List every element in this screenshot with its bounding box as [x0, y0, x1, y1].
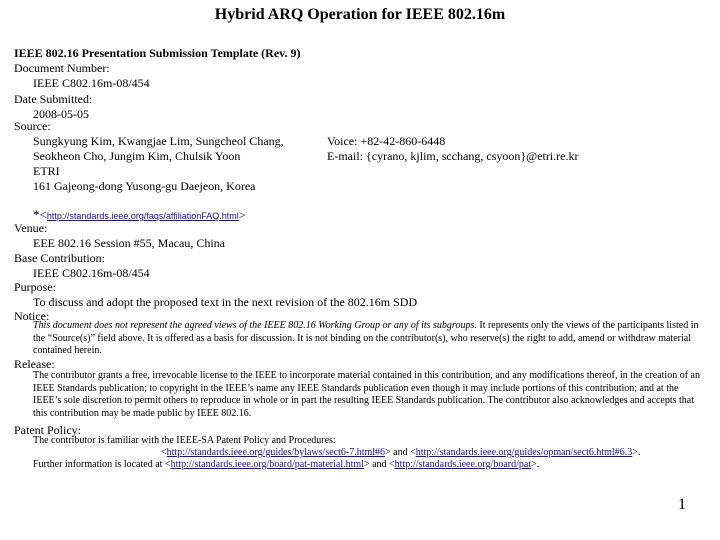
source-label: Source: [14, 119, 51, 133]
patent-label: Patent Policy: [14, 423, 81, 437]
release-label: Release: [14, 357, 55, 371]
date-label: Date Submitted: [14, 92, 93, 106]
patent-and-2: > and < [363, 459, 395, 470]
patent-links-line: <http://standards.ieee.org/guides/bylaws/sect6-7.html#6> and <http://standards.ieee.org/guides/opman/sect6.html#6.3>. [161, 447, 641, 458]
purpose-label: Purpose: [14, 280, 56, 294]
source-line: Sungkyung Kim, Kwangjae Lim, Sungcheol Chang, [33, 134, 284, 148]
patent-board-link[interactable]: http://standards.ieee.org/board/pat [394, 459, 532, 470]
source-line: 161 Gajeong-dong Yusong-gu Daejeon, Korea [33, 179, 256, 193]
affiliation-suffix: > [238, 208, 246, 222]
notice-rest: . It represents only the views of the participants listed in the “Source(s)” field above. It is offered as a basis for discussion. It is not binding on the contributor(s), who reserve(s) the right to add, amend or withdraw material contained herein. [33, 320, 699, 356]
purpose-value: To discuss and adopt the proposed text in the next revision of the 802.16m SDD [33, 295, 418, 309]
doc-number-value: IEEE C802.16m-08/454 [33, 76, 150, 90]
date-value: 2008-05-05 [33, 107, 89, 121]
patent-further-prefix: Further information is located at < [33, 459, 171, 470]
patent-bylaws-link[interactable]: http://standards.ieee.org/guides/bylaws/sect6-7.html#6 [166, 447, 386, 458]
patent-material-link[interactable]: http://standards.ieee.org/board/pat-material.html [170, 459, 364, 470]
voice: Voice: +82-42-860-6448 [327, 134, 446, 148]
notice-label: Notice: [14, 309, 50, 323]
source-line: ETRI [33, 164, 60, 178]
base-contribution-value: IEEE C802.16m-08/454 [33, 266, 150, 280]
email: E-mail: {cyrano, kjlim, scchang, csyoon}@etri.re.kr [327, 149, 579, 163]
doc-number-label: Document Number: [14, 61, 110, 75]
patent-further-line [33, 459, 539, 472]
affiliation-link[interactable]: http://standards.ieee.org/faqs/affiliationFAQ.html [46, 211, 239, 221]
notice-italic: This document does not represent the agreed views of the IEEE 802.16 Working Group or any of its subgroups [33, 320, 475, 331]
affiliation-note [33, 207, 246, 223]
source-line: Seokheon Cho, Jungim Kim, Chulsik Yoon [33, 149, 241, 163]
notice-text [33, 320, 707, 358]
patent-line1: The contributor is familiar with the IEEE-SA Patent Policy and Procedures: [33, 435, 336, 446]
template-heading: IEEE 802.16 Presentation Submission Template (Rev. 9) [14, 46, 301, 60]
venue-label: Venue: [14, 221, 48, 235]
release-text: The contributor grants a free, irrevocable license to the IEEE to incorporate material contained in this contribution, and any modifications thereof, in the creation of an IEEE Standards publication; to copyright in the IEEE’s name any IEEE Standards publication even though it may include portions of this contribution; and at the IEEE’s sole discretion to permit others to reproduce in whole or in part the resulting IEEE Standards publication. The contributor also acknowledges and accepts that this contribution may be made public by IEEE 802.16. [33, 370, 700, 419]
affiliation-prefix: *< [33, 207, 47, 222]
patent-and: > and < [385, 447, 416, 458]
patent-opman-link[interactable]: http://standards.ieee.org/guides/opman/sect6.html#6.3 [415, 447, 633, 458]
patent-further-end: >. [531, 459, 540, 470]
page-title: Hybrid ARQ Operation for IEEE 802.16m [214, 6, 506, 23]
patent-end: >. [632, 447, 641, 458]
base-contribution-label: Base Contribution: [14, 251, 105, 265]
page-number: 1 [678, 496, 686, 513]
venue-value: EEE 802.16 Session #55, Macau, China [33, 236, 225, 250]
